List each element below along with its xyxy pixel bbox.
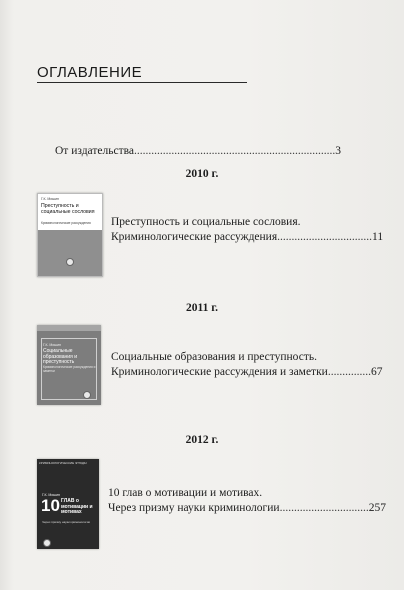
dot-leader: ......................................................................: [133, 145, 336, 157]
dot-leader: .................................: [277, 231, 373, 243]
cover-number: 10: [41, 496, 60, 515]
toc-entry-page: 3: [335, 145, 341, 157]
toc-entry-subtitle: Криминологические рассуждения: [111, 231, 278, 243]
book-cover-3: [37, 459, 99, 549]
toc-entry-2010[interactable]: [111, 215, 383, 245]
publisher-logo-icon: [83, 391, 91, 399]
cover-body: [38, 230, 102, 276]
toc-entry-2011[interactable]: [111, 350, 382, 380]
cover-title: ГЛАВ о мотивации и мотивах: [61, 498, 93, 516]
toc-entry-title: От издательства: [55, 145, 134, 157]
toc-entry-publisher[interactable]: [55, 144, 341, 159]
cover-author: Г.К. Мишин: [42, 493, 60, 497]
cover-subtitle: Криминологические рассуждения и заметки: [43, 365, 96, 373]
cover-top-strip: [37, 325, 101, 331]
page-title: ОГЛАВЛЕНИЕ: [37, 64, 143, 81]
dot-leader: ...............................: [279, 502, 369, 514]
cover-author: Г.К. Мишин: [41, 197, 59, 201]
cover-series: КРИМИНОЛОГИЧЕСКИЕ ЭТЮДЫ: [39, 461, 87, 465]
book-cover-2: [37, 325, 101, 405]
cover-title: Преступность и социальные сословия: [41, 203, 95, 215]
toc-entry-title: Преступность и социальные сословия.: [111, 216, 301, 228]
toc-entry-subtitle: Криминологические рассуждения и заметки: [111, 366, 328, 378]
toc-entry-title: 10 глав о мотивации и мотивах.: [108, 487, 263, 499]
cover-author: Г.К. Мишин: [43, 343, 61, 347]
toc-entry-subtitle: Через призму науки криминологии: [108, 502, 280, 514]
cover-subtitle: Через призму науки криминологии: [42, 520, 91, 524]
toc-entry-page: 257: [368, 502, 386, 514]
publisher-logo-icon: [66, 258, 74, 266]
toc-entry-title: Социальные образования и преступность.: [111, 351, 317, 363]
year-heading-2011: 2011 г.: [185, 302, 219, 314]
dot-leader: ...............: [327, 366, 371, 378]
book-cover-1: [37, 193, 103, 277]
year-heading-2012: 2012 г.: [185, 434, 219, 446]
toc-entry-page: 11: [372, 231, 384, 243]
toc-entry-page: 67: [370, 366, 383, 378]
cover-subtitle: Криминологические рассуждения: [41, 221, 91, 225]
toc-entry-2012[interactable]: [108, 486, 386, 516]
publisher-logo-icon: [43, 539, 51, 547]
year-heading-2010: 2010 г.: [185, 168, 219, 180]
cover-title: Социальные образования и преступность: [43, 348, 77, 366]
title-underline: [37, 82, 247, 83]
